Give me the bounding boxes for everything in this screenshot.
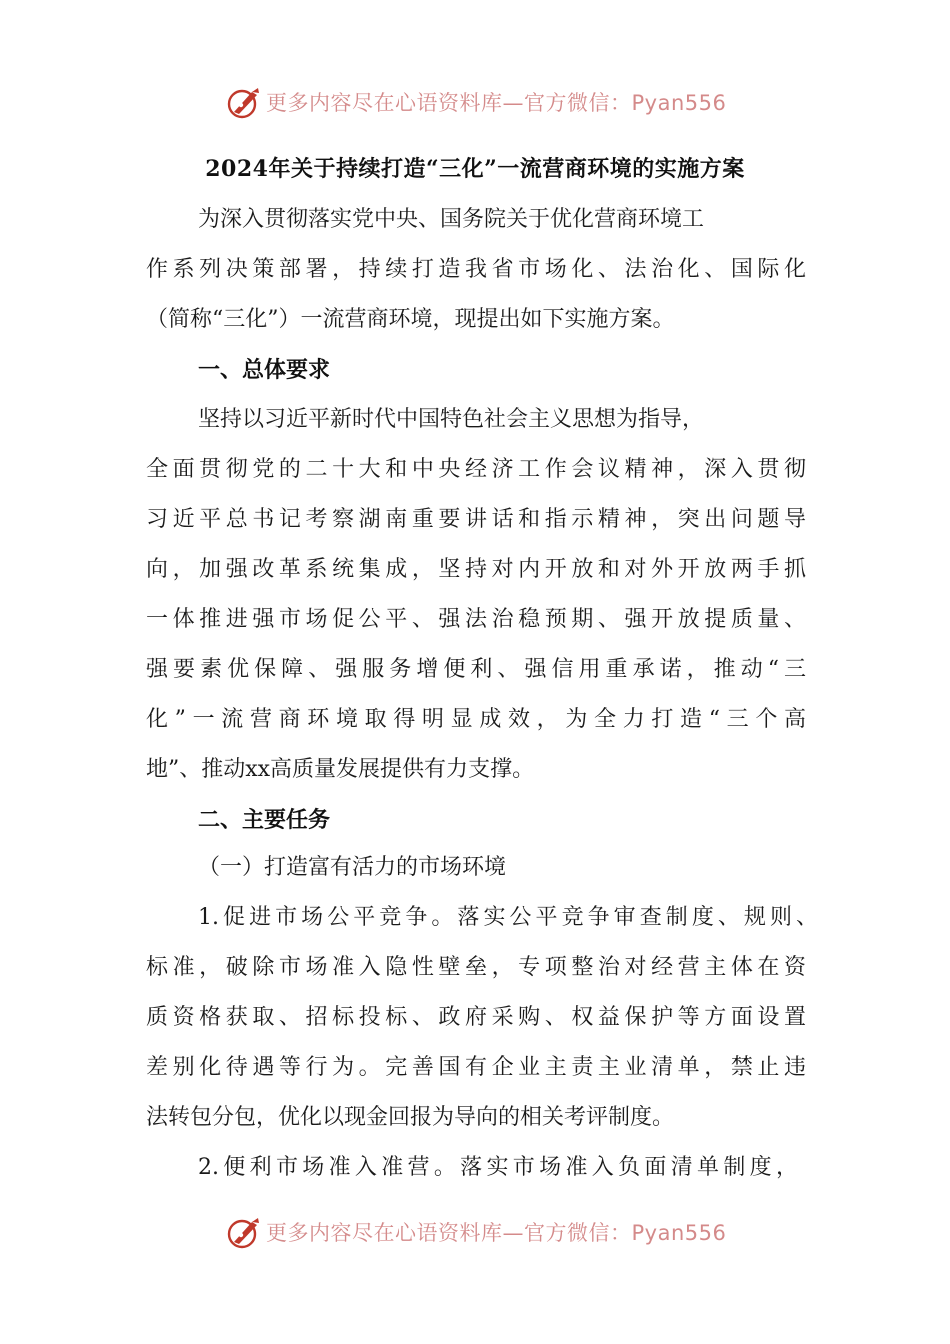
subsection-heading: （一）打造富有活力的市场环境 (198, 855, 507, 880)
section-heading: 一、总体要求 (198, 357, 331, 383)
paragraph-line: 1.促进市场公平竞争。落实公平竞争审查制度、规则、 (198, 905, 818, 930)
pen-nib-logo-icon (226, 1214, 262, 1250)
watermark-top (226, 82, 726, 122)
watermark-text: 更多内容尽在心语资料库—官方微信：Pyan556 (266, 91, 727, 115)
paragraph-line: 质资格获取、招标投标、政府采购、权益保护等方面设置 (146, 1005, 806, 1030)
paragraph-line: 一体推进强市场促公平、强法治稳预期、强开放提质量、 (146, 607, 806, 632)
paragraph-line: 差别化待遇等行为。完善国有企业主责主业清单，禁止违 (146, 1055, 806, 1080)
paragraph-line: 全面贯彻党的二十大和中央经济工作会议精神，深入贯彻 (146, 457, 806, 482)
paragraph-line: 作系列决策部署，持续打造我省市场化、法治化、国际化 (146, 257, 806, 282)
paragraph-line: 化”一流营商环境取得明显成效，为全力打造“三个高 (146, 707, 806, 732)
pen-nib-logo-icon (226, 84, 262, 120)
paragraph-line: 地”、推动xx高质量发展提供有力支撑。 (146, 757, 535, 782)
paragraph-line: 为深入贯彻落实党中央、国务院关于优化营商环境工 (198, 207, 705, 232)
paragraph-line: 坚持以习近平新时代中国特色社会主义思想为指导， (198, 407, 705, 432)
paragraph-line: 标准，破除市场准入隐性壁垒，专项整治对经营主体在资 (146, 955, 806, 980)
document-title: 2024年关于持续打造“三化”一流营商环境的实施方案 (205, 156, 745, 182)
paragraph-line: 向，加强改革系统集成，坚持对内开放和对外开放两手抓 (146, 557, 806, 582)
paragraph-line: 强要素优保障、强服务增便利、强信用重承诺，推动“三 (146, 657, 806, 682)
watermark-bottom (226, 1212, 726, 1252)
section-heading: 二、主要任务 (198, 807, 331, 833)
paragraph-line: （简称“三化”）一流营商环境，现提出如下实施方案。 (146, 307, 675, 332)
watermark-text: 更多内容尽在心语资料库—官方微信：Pyan556 (266, 1221, 727, 1245)
paragraph-line: 法转包分包，优化以现金回报为导向的相关考评制度。 (146, 1105, 675, 1130)
paragraph-line: 习近平总书记考察湖南重要讲话和指示精神，突出问题导 (146, 507, 806, 532)
paragraph-line: 2.便利市场准入准营。落实市场准入负面清单制度， (198, 1155, 798, 1180)
